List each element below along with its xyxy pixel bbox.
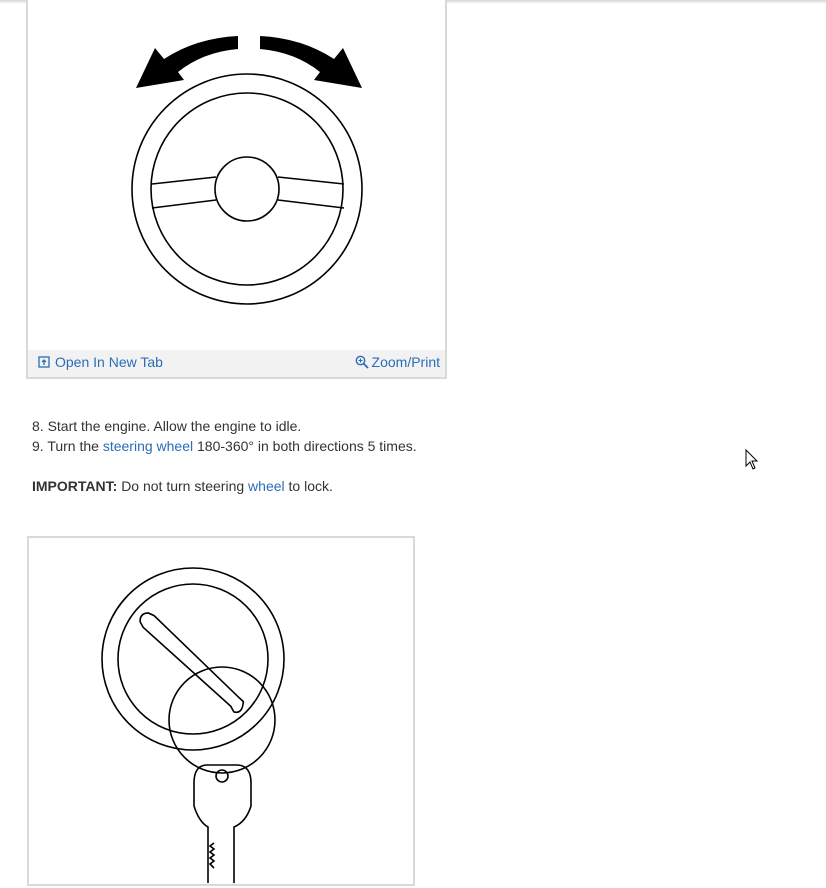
- step-text-before: Turn the: [47, 438, 99, 454]
- step-text-after: 180-360° in both directions 5 times.: [197, 438, 417, 454]
- mouse-cursor-icon: [745, 449, 759, 471]
- open-tab-icon: [38, 356, 50, 368]
- open-in-new-tab-link[interactable]: [38, 354, 163, 370]
- steering-wheel-illustration: [28, 0, 445, 350]
- important-text-after: to lock.: [288, 478, 333, 494]
- step-number: 8.: [32, 418, 44, 434]
- steering-wheel-link[interactable]: steering wheel: [102, 438, 194, 454]
- instructions: [32, 416, 417, 496]
- step-8: [32, 416, 417, 436]
- important-text-before: Do not turn steering: [121, 478, 245, 494]
- step-text: Start the engine. Allow the engine to idle.: [47, 418, 302, 434]
- step-number: 9.: [32, 438, 44, 454]
- important-label: IMPORTANT:: [32, 478, 118, 494]
- open-in-new-tab-label: Open In New Tab: [55, 354, 163, 370]
- steering-wheel-figure: [26, 0, 447, 379]
- important-note: [32, 476, 417, 496]
- zoom-print-link[interactable]: [355, 354, 440, 370]
- wheel-link[interactable]: wheel: [248, 478, 285, 494]
- zoom-icon: [355, 355, 369, 369]
- figure-footer: [28, 350, 445, 377]
- steering-lock-illustration: [29, 538, 413, 888]
- steering-lock-figure: [27, 536, 415, 886]
- step-9: [32, 436, 417, 456]
- zoom-print-label: Zoom/Print: [371, 354, 440, 370]
